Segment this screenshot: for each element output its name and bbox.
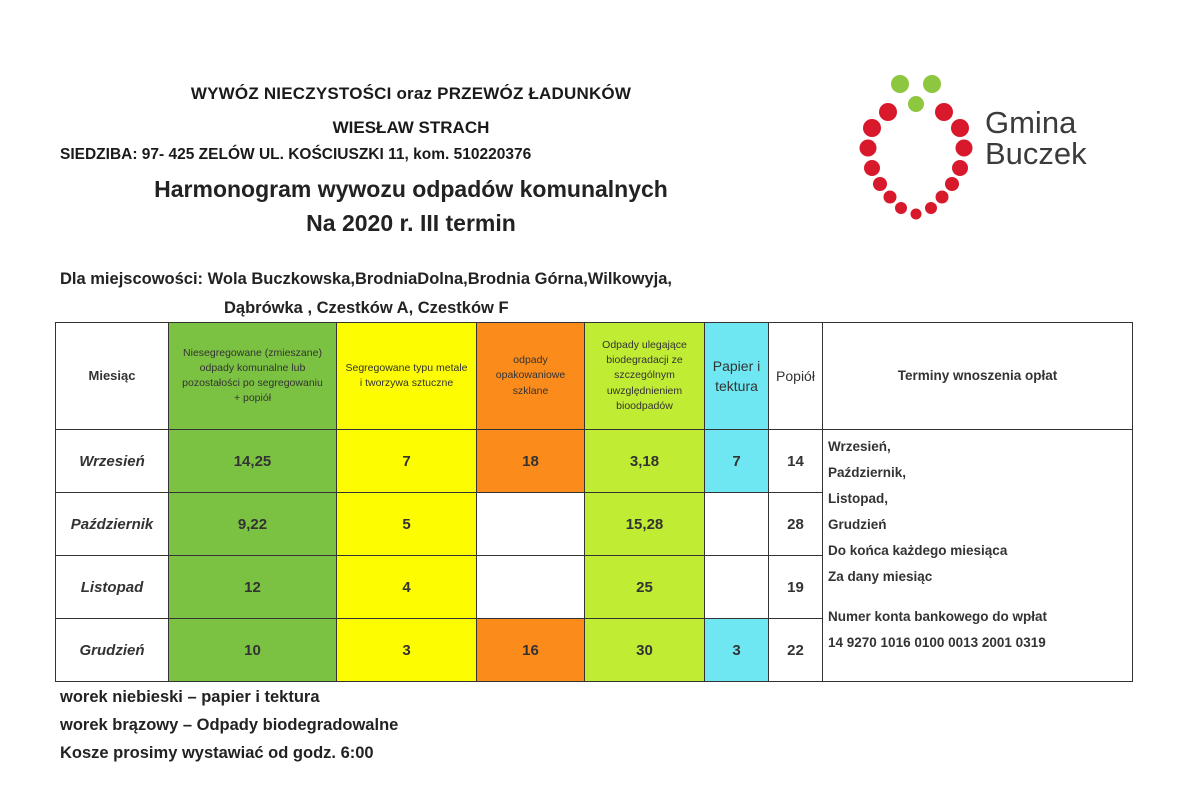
cell-mixed: 9,22 — [169, 493, 337, 556]
cell-glass: 18 — [477, 430, 585, 493]
note-bin-time: Kosze prosimy wystawiać od godz. 6:00 — [60, 744, 374, 762]
cell-metal-plastic: 5 — [337, 493, 477, 556]
terms-line: Grudzień — [828, 517, 887, 532]
table-row — [56, 430, 1133, 493]
payment-terms-cell — [823, 430, 1133, 682]
header-mixed-waste: Niesegregowane (zmieszane) odpady komunalne lub pozostałości po segregowaniu + popiół — [169, 323, 337, 430]
cell-month: Październik — [56, 493, 169, 556]
bank-account-number: 14 9270 1016 0100 0013 2001 0319 — [828, 635, 1046, 650]
terms-line: Wrzesień, — [828, 439, 891, 454]
note-brown-bag: worek brązowy – Odpady biodegradowalne — [60, 716, 399, 734]
table-header-row — [56, 323, 1133, 430]
terms-line: Październik, — [828, 465, 907, 480]
cell-metal-plastic: 7 — [337, 430, 477, 493]
cell-glass — [477, 556, 585, 619]
schedule-title: Harmonogram wywozu odpadów komunalnych — [154, 176, 668, 202]
company-address: SIEDZIBA: 97- 425 ZELÓW UL. KOŚCIUSZKI 11, kom. 510220376 — [60, 146, 532, 163]
cell-bio: 15,28 — [585, 493, 705, 556]
note-blue-bag: worek niebieski – papier i tektura — [60, 688, 320, 706]
cell-paper: 7 — [705, 430, 769, 493]
cell-glass — [477, 493, 585, 556]
header-month: Miesiąc — [56, 323, 169, 430]
cell-ash: 19 — [769, 556, 823, 619]
cell-month: Grudzień — [56, 619, 169, 682]
header-glass: odpady opakowaniowe szklane — [477, 323, 585, 430]
cell-glass: 16 — [477, 619, 585, 682]
cell-ash: 28 — [769, 493, 823, 556]
logo-text-buczek: Buczek — [985, 136, 1087, 171]
header-paper: Papier i tektura — [705, 323, 769, 430]
cell-bio: 25 — [585, 556, 705, 619]
cell-paper — [705, 493, 769, 556]
terms-line: Do końca każdego miesiąca — [828, 543, 1008, 558]
logo-text-gmina: Gmina — [985, 105, 1077, 140]
cell-month: Wrzesień — [56, 430, 169, 493]
cell-paper — [705, 556, 769, 619]
cell-mixed: 10 — [169, 619, 337, 682]
cell-ash: 14 — [769, 430, 823, 493]
cell-metal-plastic: 3 — [337, 619, 477, 682]
cell-mixed: 14,25 — [169, 430, 337, 493]
locations-line-1: Dla miejscowości: Wola Buczkowska,BrodniaDolna,Brodnia Górna,Wilkowyja, — [60, 270, 673, 288]
header-ash: Popiół — [769, 323, 823, 430]
header-biodegradable: Odpady ulegające biodegradacji ze szczególnym uwzględnieniem bioodpadów — [585, 323, 705, 430]
terms-line: Za dany miesiąc — [828, 569, 933, 584]
bank-account-label: Numer konta bankowego do wpłat — [828, 609, 1048, 624]
header-metal-plastic: Segregowane typu metale i tworzywa sztuczne — [337, 323, 477, 430]
locations-line-2: Dąbrówka , Czestków A, Czestków F — [224, 299, 509, 317]
cell-bio: 3,18 — [585, 430, 705, 493]
company-name: WYWÓZ NIECZYSTOŚCI oraz PRZEWÓZ ŁADUNKÓW — [190, 84, 632, 103]
cell-month: Listopad — [56, 556, 169, 619]
cell-paper: 3 — [705, 619, 769, 682]
schedule-subtitle: Na 2020 r. III termin — [306, 210, 516, 236]
schedule-table — [55, 322, 1133, 682]
cell-metal-plastic: 4 — [337, 556, 477, 619]
cell-mixed: 12 — [169, 556, 337, 619]
header-payment-terms: Terminy wnoszenia opłat — [823, 323, 1133, 430]
cell-bio: 30 — [585, 619, 705, 682]
company-owner: WIESŁAW STRACH — [332, 118, 490, 137]
cell-ash: 22 — [769, 619, 823, 682]
terms-line: Listopad, — [828, 491, 888, 506]
